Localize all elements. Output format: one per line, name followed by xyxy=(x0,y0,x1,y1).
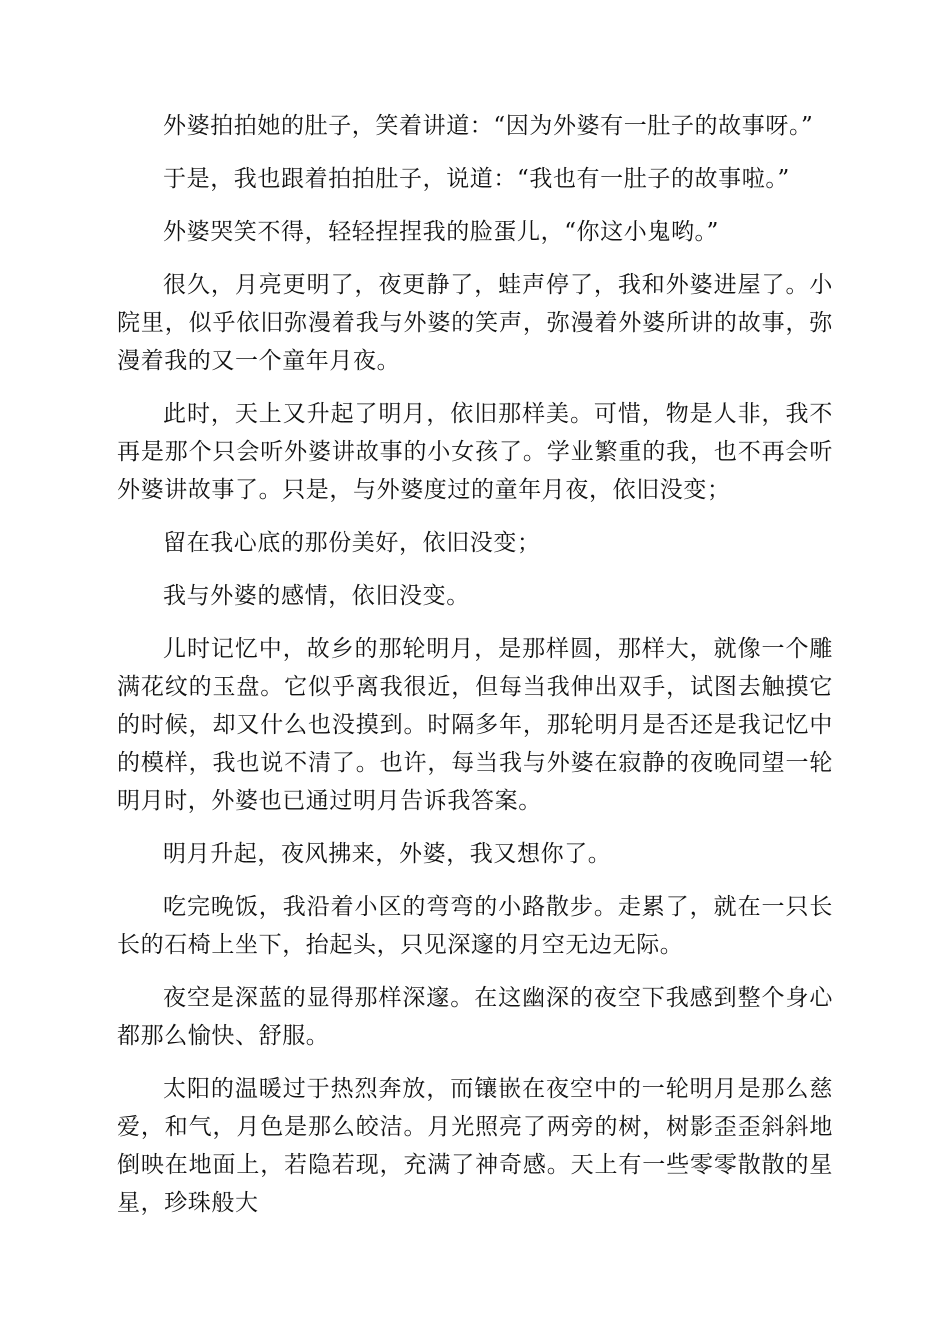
paragraph: 很久，月亮更明了，夜更静了，蛙声停了，我和外婆进屋了。小院里，似乎依旧弥漫着我与外婆的笑声，弥漫着外婆所讲的故事，弥漫着我的又一个童年月夜。 xyxy=(117,272,833,374)
paragraph: 太阳的温暖过于热烈奔放，而镶嵌在夜空中的一轮明月是那么慈爱，和气，月色是那么皎洁。月光照亮了两旁的树，树影歪歪斜斜地倒映在地面上，若隐若现，充满了神奇感。天上有一些零零散散的星星，珍珠般大 xyxy=(117,1076,833,1216)
paragraph: 于是，我也跟着拍拍肚子，说道：“我也有一肚子的故事啦。” xyxy=(163,166,790,192)
paragraph: 外婆拍拍她的肚子，笑着讲道：“因为外婆有一肚子的故事呀。” xyxy=(163,113,814,139)
paragraph: 此时，天上又升起了明月，依旧那样美。可惜，物是人非，我不再是那个只会听外婆讲故事的小女孩了。学业繁重的我，也不再会听外婆讲故事了。只是，与外婆度过的童年月夜，依旧没变； xyxy=(117,401,833,503)
paragraph: 明月升起，夜风拂来，外婆，我又想你了。 xyxy=(163,841,612,867)
paragraph: 我与外婆的感情，依旧没变。 xyxy=(163,583,470,609)
paragraph: 留在我心底的那份美好，依旧没变； xyxy=(163,530,541,556)
paragraph: 夜空是深蓝的显得那样深邃。在这幽深的夜空下我感到整个身心都那么愉快、舒服。 xyxy=(117,985,833,1049)
paragraph: 吃完晚饭，我沿着小区的弯弯的小路散步。走累了，就在一只长长的石椅上坐下，抬起头，只见深邃的月空无边无际。 xyxy=(117,894,833,958)
paragraph: 儿时记忆中，故乡的那轮明月，是那样圆，那样大，就像一个雕满花纹的玉盘。它似乎离我很近，但每当我伸出双手，试图去触摸它的时候，却又什么也没摸到。时隔多年，那轮明月是否还是我记忆中的模样，我也说不清了。也许，每当我与外婆在寂静的夜晚同望一轮明月时，外婆也已通过明月告诉我答案。 xyxy=(117,636,833,814)
paragraph: 外婆哭笑不得，轻轻捏捏我的脸蛋儿，“你这小鬼哟。” xyxy=(163,219,720,245)
article-body xyxy=(117,107,833,1237)
